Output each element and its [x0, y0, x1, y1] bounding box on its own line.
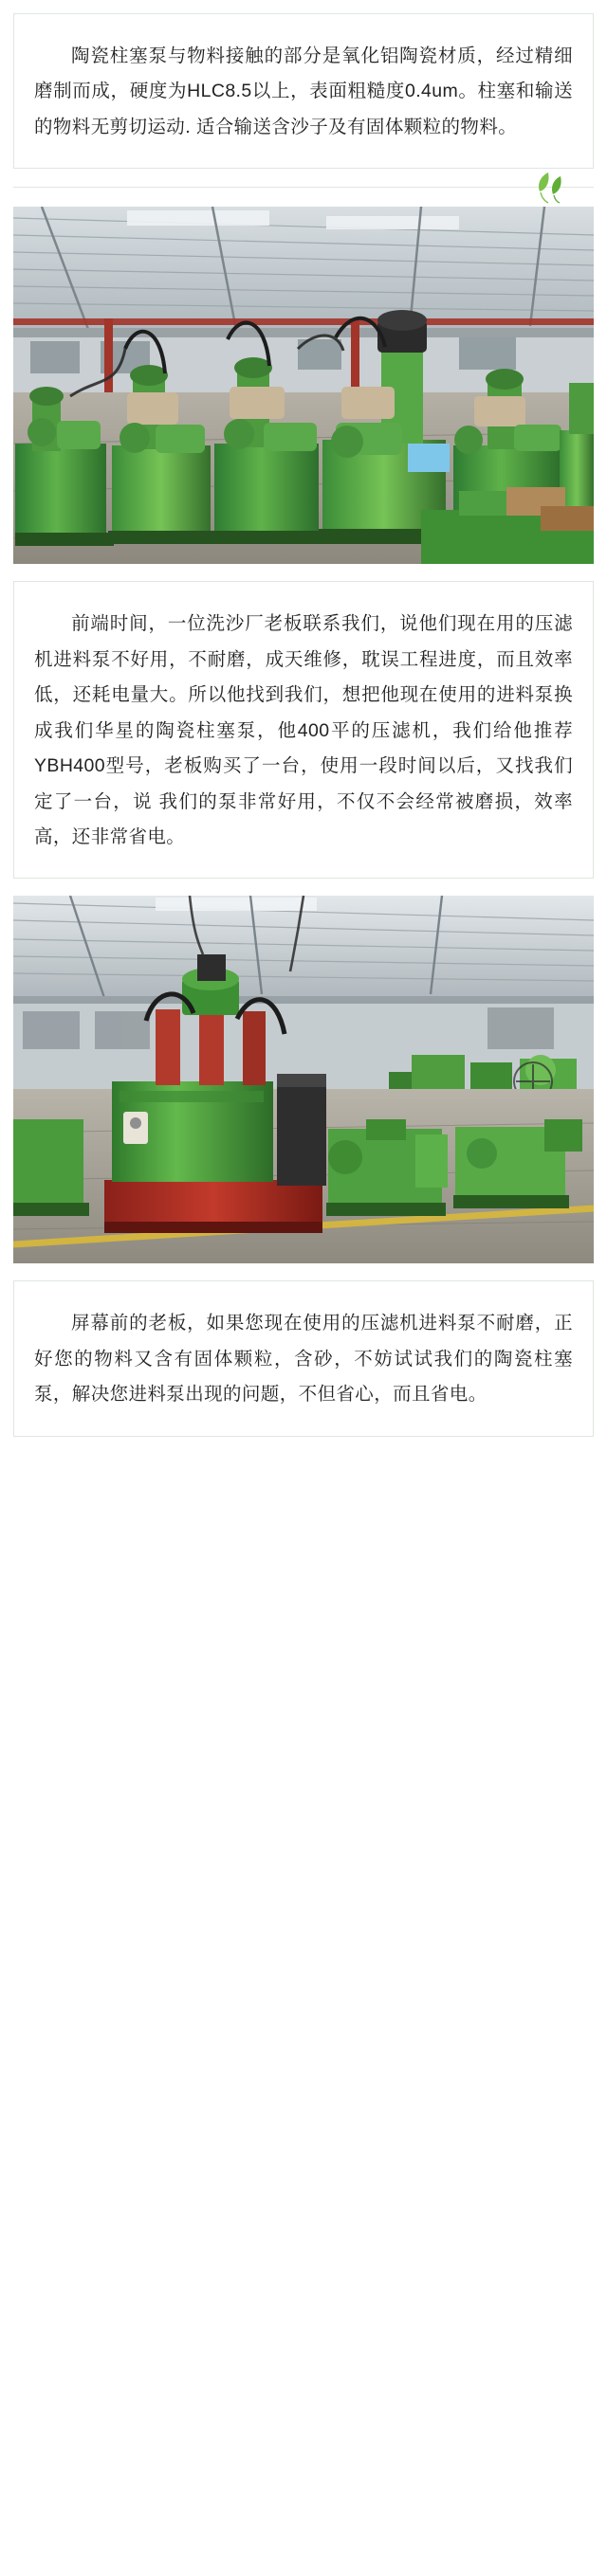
- intro-paragraph: 陶瓷柱塞泵与物料接触的部分是氧化铝陶瓷材质，经过精细磨制而成，硬度为HLC8.5以上，表面粗糙度0.4um。柱塞和输送的物料无剪切运动. 适合输送含沙子及有固体颗粒的物料。: [34, 45, 573, 137]
- photo-block-1: [13, 207, 594, 564]
- leaf-icon: [529, 171, 569, 205]
- spacer-after-photo-1: [0, 564, 607, 581]
- spacer-top: [0, 0, 607, 13]
- leaf-divider-1: [13, 169, 594, 207]
- story-paragraph: 前端时间，一位洗沙厂老板联系我们，说他们现在用的压滤机进料泵不好用，不耐磨，成天维修，耽误工程进度，而且效率低，还耗电量大。所以他找到我们，想把他现在使用的进料泵换成我们华星的陶瓷柱塞泵，他400平的压滤机，我们给他推荐YBH400型号，老板购买了一台，使用一段时间以后，又找我们定了一台，说 我们的泵非常好用，不仅不会经常被磨损，效率高，还非常省电。: [34, 613, 573, 847]
- workshop-photo-green-pumps-row: [13, 207, 594, 564]
- spacer-bottom: [0, 1437, 607, 1450]
- closing-text-card: [13, 1280, 594, 1436]
- intro-text-card: [13, 13, 594, 169]
- divider-rule: [13, 187, 594, 188]
- photo-block-2: [13, 896, 594, 1263]
- spacer-before-photo-2: [0, 879, 607, 896]
- workshop-photo-single-pump: [13, 896, 594, 1263]
- spacer-after-photo-2: [0, 1263, 607, 1280]
- story-text-card: [13, 581, 594, 879]
- closing-paragraph: 屏幕前的老板，如果您现在使用的压滤机进料泵不耐磨，正好您的物料又含有固体颗粒，含砂，不妨试试我们的陶瓷柱塞泵，解决您进料泵出现的问题，不但省心，而且省电。: [34, 1313, 573, 1406]
